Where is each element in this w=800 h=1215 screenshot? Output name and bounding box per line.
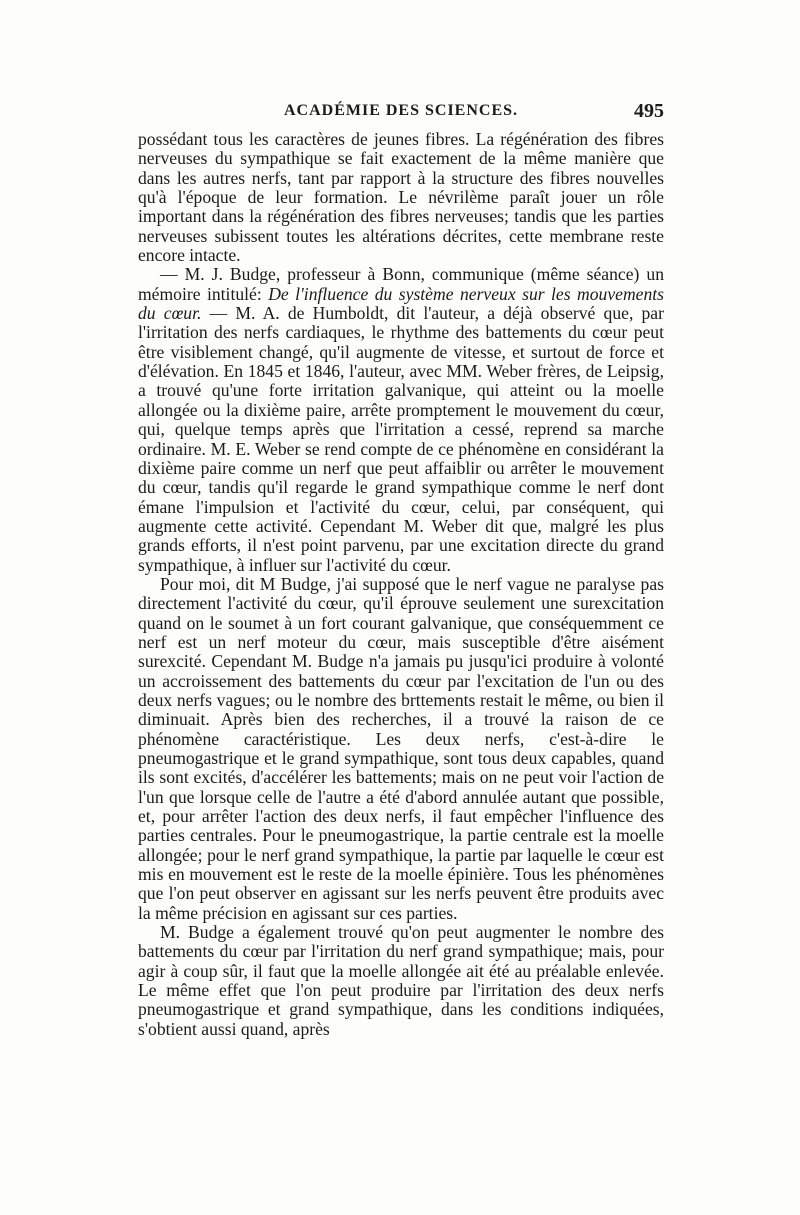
running-head: ACADÉMIE DES SCIENCES.: [283, 102, 519, 119]
paragraph-2-intro: — M. J. Budge, professeur à Bonn, communique (même séance) un mémoire intitulé:: [138, 264, 664, 304]
paragraph-1: possédant tous les caractères de jeunes fibres. La régénération des fibres nerveuses du sympathique se fait exactement de la même manière que dans les autres nerfs, tant par rapport à la structure des fibres nouvelles qu'à l'époque de leur formation. Le névrilème paraît jouer un rôle important dans la régénération des fibres nerveuses; tandis que les parties nerveuses subissent toutes les altérations décrites, cette membrane reste encore intacte.: [138, 129, 664, 266]
paragraph-3: Pour moi, dit M Budge, j'ai supposé que le nerf vague ne paralyse pas directement l'activité du cœur, qu'il éprouve seulement une surexcitation quand on le soumet à un fort courant galvanique, que conséquemment ce nerf est un nerf moteur du cœur, mais susceptible d'être aisément surexcité. Cependant M. Budge n'a jamais pu jusqu'ici produire à volonté un accroissement des battements du cœur par l'excitation de l'un ou des deux nerfs vagues; ou le nombre des brttements restait le même, ou bien il diminuait. Après bien des recherches, il a trouvé la raison de ce phénomène caractéristique. Les deux nerfs, c'est-à-dire le pneumogastrique et le grand sympathique, sont tous deux capables, quand ils sont excités, d'accélérer les battements; mais on ne peut voir l'action de l'un que lorsque celle de l'autre a été d'abord annulée autant que possible, et, pour arrêter l'action des deux nerfs, il faut empêcher l'influence des parties centrales. Pour le pneumogastrique, la partie centrale est la moelle allongée; pour le nerf grand sympathique, la partie par laquelle le cœur est mis en mouvement est le reste de la moelle épinière. Tous les phénomènes que l'on peut observer en agissant sur les nerfs peuvent être produits avec la même précision en agissant sur ces parties.: [138, 573, 664, 923]
paragraph-2-rest: — M. A. de Humboldt, dit l'auteur, a déjà observé que, par l'irritation des nerfs cardiaques, le rhythme des battements du cœur peut être visiblement changé, qu'il augmente de vitesse, et surtout de force et d'élévation. En 1845 et 1846, l'auteur, avec MM. Weber frères, de Leipsig, a trouvé qu'une forte irritation galvanique, qui atteint ou la moelle allongée ou la dixième paire, arrête promptement le mouvement du cœur, qui, quelque temps après que l'irritation a cessé, reprend sa marche ordinaire. M. E. Weber se rend compte de ce phénomène en considérant la dixième paire comme un nerf que peut affaiblir ou arrêter le mouvement du cœur, tandis qu'il regarde le grand sympathique comme le nerf dont émane l'impulsion et l'activité du cœur, celui, par conséquent, qui augmente cette activité. Cependant M. Weber dit que, malgré les plus grands efforts, il n'est point parvenu, par une excitation directe du grand sympathique, à influer sur l'activité du cœur.: [138, 303, 664, 575]
paragraph-2: [138, 265, 664, 575]
page-number: 495: [634, 100, 664, 122]
paragraph-4: M. Budge a également trouvé qu'on peut augmenter le nombre des battements du cœur par l'irritation du nerf grand sympathique; mais, pour agir à coup sûr, il faut que la moelle allongée ait été au préalable enlevée. Le même effet que l'on peut produire par l'irritation des deux nerfs pneumogastrique et grand sympathique, dans les conditions indiquées, s'obtient aussi quand, après: [138, 922, 664, 1039]
body-text: [138, 130, 664, 1039]
memoir-title: De l'influence du système nerveux sur les mouvements du cœur.: [138, 283, 665, 324]
page-header: [138, 100, 664, 124]
